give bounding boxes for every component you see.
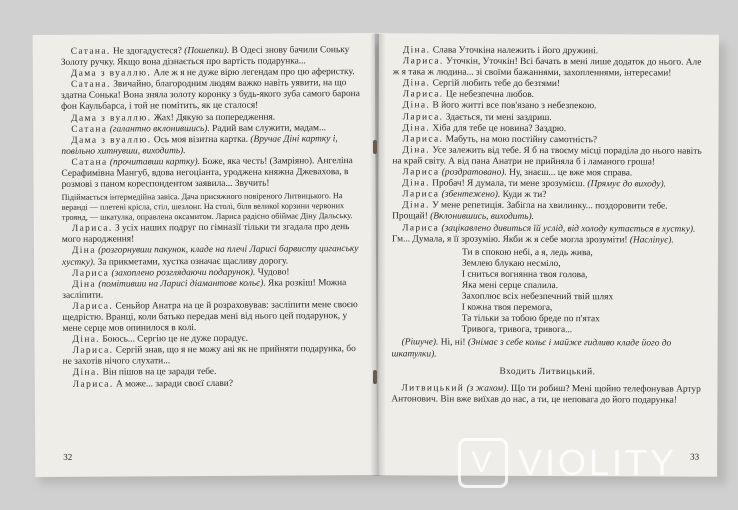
dialogue-line: [393, 56, 705, 80]
stage-direction: (зацікавлено дивиться їй услід, від холоду кутається в хустку).: [441, 223, 696, 235]
dialogue-line: [62, 278, 362, 302]
speaker-name: Діна.: [402, 45, 431, 56]
speaker-name: Лариса.: [72, 301, 114, 312]
speaker-name: Литвицький: [401, 383, 465, 394]
stage-direction: (Рішуче).: [401, 337, 439, 348]
stage-direction: (Вручає Діні картку і, повільно хитнувши, виходить).: [61, 133, 338, 157]
dialogue-line: [62, 244, 362, 268]
dialogue-line: [61, 78, 361, 113]
line-text: Радий вам служити, мадам...: [209, 122, 327, 134]
line-text: Слава Уточкіна належить і його дружині.: [430, 45, 599, 57]
speaker-name: Лариса: [72, 268, 110, 279]
speaker-name: Дама з вуаллю.: [70, 68, 152, 80]
dialogue-line: [61, 134, 361, 158]
poem-line: Землею блукаю несміло,: [461, 258, 561, 269]
speaker-name: Діна.: [402, 145, 431, 156]
speaker-name: Лариса.: [402, 89, 444, 100]
line-text: Хіба для тебе це новина? Заздрю.: [430, 123, 567, 134]
dialogue-line: [392, 145, 704, 169]
line-text: Пробач! Я думала, ти мене зрозумієш.: [429, 178, 588, 190]
left-page-number: 32: [63, 452, 73, 463]
line-text: Усе залежить від тебе. Я б на твоєму місці пораділа до нього навіть на край світу. А від пана Анатри не прийняла б і ламаного гроша!: [392, 145, 702, 168]
poem-line: І кожна твоя перемога,: [461, 302, 553, 314]
dialogue-line: [63, 378, 363, 391]
right-page-text: [391, 45, 705, 406]
line-text: З усіх наших подруг по гімназії тільки ти згадала про день мого народження!: [61, 222, 350, 246]
line-text: Чудово!: [255, 267, 290, 278]
stage-direction: (Насліпує).: [629, 234, 674, 246]
line-text: Але ж я не дуже вірю легендам про цю аферистку.: [151, 67, 355, 79]
speaker-name: Дама з вуаллю.: [71, 135, 152, 146]
line-text: Здається, ти мені заздриш.: [443, 112, 552, 123]
line-text: Жах! Дякую за попередження.: [151, 112, 276, 123]
poem-line: Тривога, тривога, тривога...: [461, 324, 573, 336]
speaker-name: Дама з вуаллю.: [71, 112, 152, 124]
speaker-name: Діна.: [402, 100, 431, 111]
stage-direction: (галантно вклонившись).: [109, 123, 210, 135]
poem-line: Яка мені серце спалила.: [461, 280, 559, 292]
line-text: Куди ж ти?: [500, 190, 547, 201]
stage-entrance: Входить Литвицький.: [499, 366, 596, 377]
dialogue-line: [63, 344, 363, 368]
dialogue-line: [392, 223, 704, 247]
speaker-name: Діна: [71, 246, 96, 257]
stage-direction: (Пошепки).: [184, 45, 230, 57]
line-text: Ось моя візитна картка.: [151, 134, 251, 146]
line-text: Сеньйор Анатра на це й розраховував: засліпити мене своєю щедрістю. Вранці, коли батько передав мені від нього цей подарунок, у мене серце мов опинилося в колі.: [62, 299, 358, 334]
line-text: А може... заради своєї слави?: [113, 378, 234, 390]
line-text: Мабуть, на мою постійну самотність?: [443, 134, 598, 145]
stage-direction: (роздратовано).: [441, 167, 507, 178]
watermark-text: VIOLITY: [518, 442, 678, 483]
line-text: У мене репетиція. Забігла на хвилинку... поздоровити тебе. Прощай!: [392, 200, 668, 222]
poem-line: Ти в спокою небі, а я, ледь жива,: [461, 247, 593, 258]
poem: [462, 247, 704, 337]
line-text: Яка розкіш! Можна засліпити.: [62, 277, 347, 301]
speaker-name: Діна: [72, 279, 96, 290]
dialogue-line: [391, 383, 703, 407]
speaker-name: Лариса: [402, 189, 440, 200]
stage-direction: (збентежено).: [441, 189, 501, 201]
watermark: [458, 438, 677, 488]
speaker-name: Лариса: [402, 167, 440, 178]
line-text: Ну, знаєш... це вже моя справа.: [506, 167, 633, 179]
line-text: Не здогадуєтеся?: [110, 46, 185, 57]
dialogue-line: [392, 201, 704, 225]
stage-direction: (захоплено розглядаючи подарунок).: [111, 267, 256, 279]
line-text: Сергій любить тебе до безтями!: [430, 78, 561, 90]
book-gutter: [370, 34, 386, 476]
line-text: Це небезпечна любов.: [443, 89, 535, 101]
line-text: Уточкін, Уточкін! Всі бачать в мені лише додаток до нього. Але ж я така ж людина... зі своїми бажаннями, захопленнями, інтересами!: [392, 56, 702, 79]
speaker-name: Діна.: [72, 334, 101, 345]
speaker-name: Сатана: [71, 157, 108, 168]
line-text: Він пішов на це заради тебе.: [100, 367, 217, 379]
line-text: Сергій знав, що я не можу ані як не прийняти подарунка, бо не захотів нічого слухати...: [62, 344, 356, 368]
left-page: [33, 33, 378, 477]
line-text: Звичайно, благородним людям важко навіть уявити, на що здатна Сонька! Вона зняла золоту коронку з будь-якого зуба самого барона фон Каульбарса, і той не помітить, як це сталося!: [60, 78, 360, 113]
dialogue-line: [392, 338, 704, 362]
dialogue-line: [61, 45, 361, 69]
dialogue-line: [62, 300, 362, 335]
line-text: Боже, яка честь! (Зaмріяно). Ангеліна Серафимівна Мангуб, вдова негоціанта, уроджена княжна Джеваxова, в розмові з паном кореспондентом заявила... Звучить!: [61, 156, 353, 190]
speaker-name: Лариса.: [71, 223, 113, 235]
left-page-text: [61, 45, 363, 390]
right-page: [377, 33, 719, 476]
speaker-name: Лариса.: [72, 345, 114, 357]
speaker-name: Лариса.: [402, 134, 444, 145]
line-text: Боюсь... Сергію це не дуже порадує.: [100, 333, 248, 345]
line-text: Що ти робиш? Мені щойно телефонував Артур Антонович. Він вже виїхав до нас, а ти, це неповага до його подарунка!: [391, 383, 701, 406]
stage-direction: (з жахом).: [466, 383, 509, 394]
speaker-name: Діна.: [402, 123, 431, 134]
staple: [373, 140, 377, 154]
poem-line: Та тільки за тобою бреде по п'ятах: [461, 313, 600, 325]
speaker-name: Лариса.: [402, 111, 444, 123]
speaker-name: Сатана.: [70, 46, 111, 57]
speaker-name: Лариса.: [72, 379, 114, 390]
line-text: Гм... Думала, я її зрозумію. Якби ж я себе могла зрозуміти!: [392, 233, 630, 245]
line-text: Ні, ні!: [438, 337, 468, 349]
line-text: В Одесі знову бачили Соньку Золоту ручку. Якщо вона дізнається про вартість подарунка...: [60, 45, 350, 68]
line-text: В його житті все пов'язано з небезпекою.: [430, 100, 597, 112]
speaker-name: Діна.: [72, 368, 101, 379]
stage-direction: (Прямує до виходу).: [587, 179, 667, 190]
poem-line: І сниться вогнянна твоя голова,: [461, 269, 588, 281]
stage-direction: (розгорнувши пакунок, кладе на плечі Ларисі барвисту циганську хустку).: [62, 244, 359, 268]
line-text: За прикметами, хустка означає щасливу дорогу.: [95, 256, 289, 268]
stage-direction: (Вклонившись, виходить).: [430, 211, 534, 223]
speaker-name: Лариса: [402, 222, 440, 234]
speaker-name: Сатана.: [70, 79, 111, 91]
staple: [373, 370, 377, 384]
dialogue-line: [61, 156, 361, 191]
speaker-name: Сатана: [71, 124, 108, 135]
stage-note: Підіймається інтермедійна завіса. Дача присяжного повіреного Литвицького. На веранді — плетені крісла, стіл, шезлонг. На столі, біля великої корзини червоних троянд, — шкатулка, оправлена оксамитом. Лариса радісно обіймає Діну Дальську.: [61, 191, 353, 222]
dialogue-line: [62, 222, 362, 246]
speaker-name: Діна.: [402, 178, 430, 189]
speaker-name: Діна.: [402, 200, 430, 211]
stage-direction: (прочитавши картку).: [109, 156, 200, 168]
stage-direction: (Знімає з себе кольє і майже гидливо кладе його до шкатулки).: [391, 338, 672, 360]
speaker-name: Діна.: [402, 78, 431, 89]
logo-icon: V: [458, 438, 508, 488]
stage-direction: (помітивши на Ларисі діамантове кольє).: [98, 278, 266, 290]
poem-line: Захоплює всіх небезпечний твій шлях: [461, 291, 614, 303]
right-page-number: 33: [690, 452, 700, 463]
speaker-name: Лариса.: [402, 56, 444, 67]
